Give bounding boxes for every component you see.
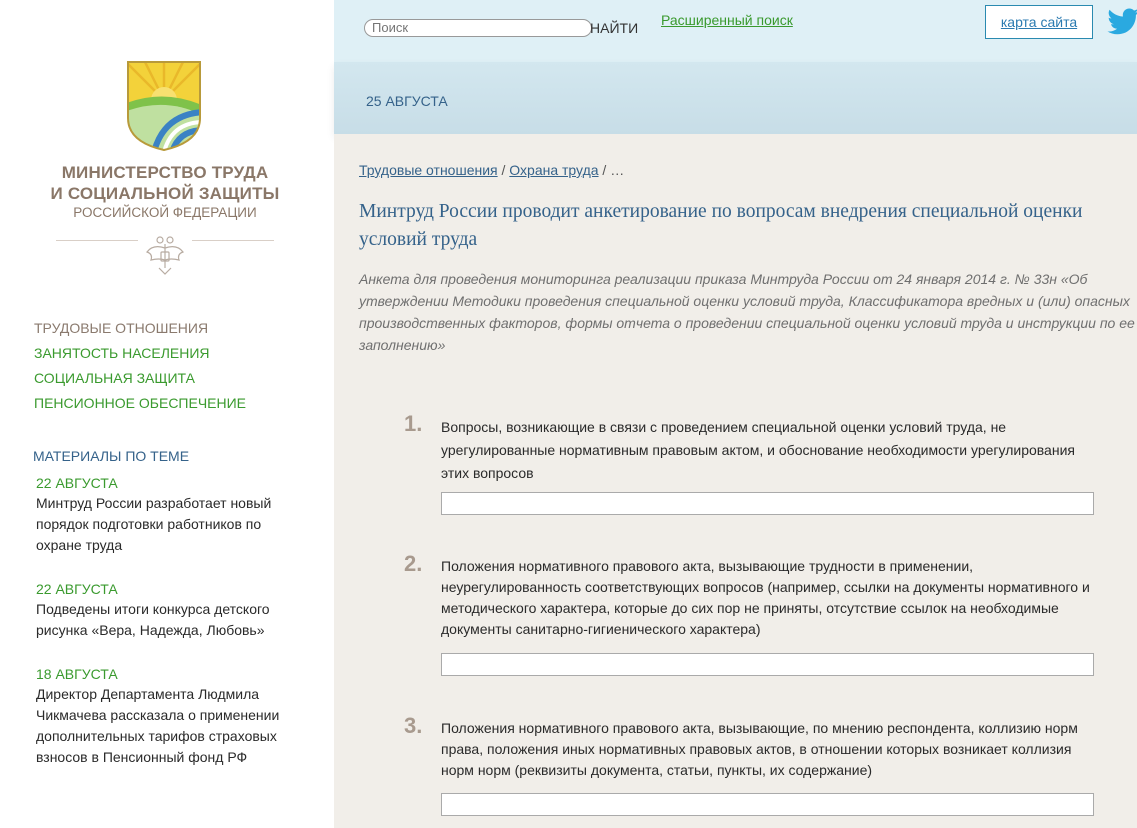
question-answer-input[interactable] <box>441 653 1094 676</box>
page-title: Минтруд России проводит анкетирование по вопросам внедрения специальной оценки условий труда <box>359 201 1083 250</box>
main-nav <box>34 316 246 416</box>
question-number: 1. <box>404 411 423 436</box>
search-button[interactable]: НАЙТИ <box>590 20 639 36</box>
question-text: Вопросы, возникающие в связи с проведением специальной оценки условий труда, не урегулированные нормативным правовым актом, и обоснование необходимости урегулирования этих вопросов <box>441 419 1075 481</box>
ministry-emblem-icon[interactable] <box>124 60 204 152</box>
news-date: 18 АВГУСТА <box>36 666 118 682</box>
question-text: Положения нормативного правового акта, вызывающие трудности в применении, неурегулированность соответствующих вопросов (например, ссылки на документы нормативного и методического характера, которые до сих пор не приняты, отсутствие ссылок на необходимые документы санитарно-гигиенического характера) <box>441 558 1090 637</box>
news-title[interactable]: Минтруд России разработает новый порядок подготовки работников по охране труда <box>36 495 272 553</box>
nav-item-social-protection[interactable]: СОЦИАЛЬНАЯ ЗАЩИТА <box>34 370 195 386</box>
date-bar <box>334 62 1137 134</box>
breadcrumb-labor-relations[interactable]: Трудовые отношения <box>359 162 498 178</box>
nav-item-labor-relations[interactable]: ТРУДОВЫЕ ОТНОШЕНИЯ <box>34 320 209 336</box>
breadcrumb-separator: / <box>497 162 510 178</box>
breadcrumb <box>359 162 624 178</box>
sidebar <box>0 0 334 828</box>
question-number: 2. <box>404 551 423 576</box>
news-item[interactable] <box>36 665 303 768</box>
emblem-divider <box>56 232 274 276</box>
question-answer-input[interactable] <box>441 492 1094 515</box>
breadcrumb-separator: / … <box>598 162 625 178</box>
ministry-name-line1: МИНИСТЕРСТВО ТРУДА <box>61 163 269 182</box>
coat-of-arms-icon <box>143 232 187 276</box>
sitemap-button[interactable]: карта сайта <box>985 5 1093 39</box>
ministry-name-line3: РОССИЙСКОЙ ФЕДЕРАЦИИ <box>73 205 257 220</box>
news-title[interactable]: Директор Департамента Людмила Чикмачева рассказала о применении дополнительных тарифов страховых взносов в Пенсионный фонд РФ <box>36 686 280 765</box>
twitter-icon[interactable] <box>1106 4 1137 38</box>
ministry-name[interactable] <box>40 162 290 222</box>
related-materials <box>33 448 303 792</box>
news-title[interactable]: Подведены итоги конкурса детского рисунка «Вера, Надежда, Любовь» <box>36 601 270 638</box>
article-lead: Анкета для проведения мониторинга реализации приказа Минтруда России от 24 января 2014 г. № 33н «Об утверждении Методики проведения специальной оценки условий труда, Классификатора вредных и (или) опасных производственных факторов, формы отчета о проведении специальной оценки условий труда и инструкции по ее заполнению» <box>359 271 1135 353</box>
ministry-name-line2: И СОЦИАЛЬНОЙ ЗАЩИТЫ <box>50 184 280 203</box>
divider-line-right <box>192 240 274 241</box>
question-answer-input[interactable] <box>441 793 1094 816</box>
divider-line-left <box>56 240 138 241</box>
news-date: 22 АВГУСТА <box>36 581 118 597</box>
news-item[interactable] <box>36 474 303 556</box>
breadcrumb-labor-safety[interactable]: Охрана труда <box>509 162 599 178</box>
main-content <box>334 134 1137 828</box>
nav-item-pensions[interactable]: ПЕНСИОННОЕ ОБЕСПЕЧЕНИЕ <box>34 395 247 411</box>
question-text: Положения нормативного правового акта, вызывающие, по мнению респондента, коллизию норм права, положения иных нормативных правовых актов, в отношении которых возникает коллизия норм норм (реквизиты документа, статьи, пункты, их содержание) <box>441 720 1078 778</box>
related-materials-heading: МАТЕРИАЛЫ ПО ТЕМЕ <box>33 448 190 464</box>
header-bar <box>334 0 1137 62</box>
advanced-search-link[interactable]: Расширенный поиск <box>661 12 793 28</box>
nav-item-employment[interactable]: ЗАНЯТОСТЬ НАСЕЛЕНИЯ <box>34 345 210 361</box>
search-input[interactable] <box>364 19 592 37</box>
news-item[interactable] <box>36 580 303 641</box>
question-number: 3. <box>404 713 423 738</box>
current-date: 25 АВГУСТА <box>366 93 448 109</box>
news-date: 22 АВГУСТА <box>36 475 118 491</box>
